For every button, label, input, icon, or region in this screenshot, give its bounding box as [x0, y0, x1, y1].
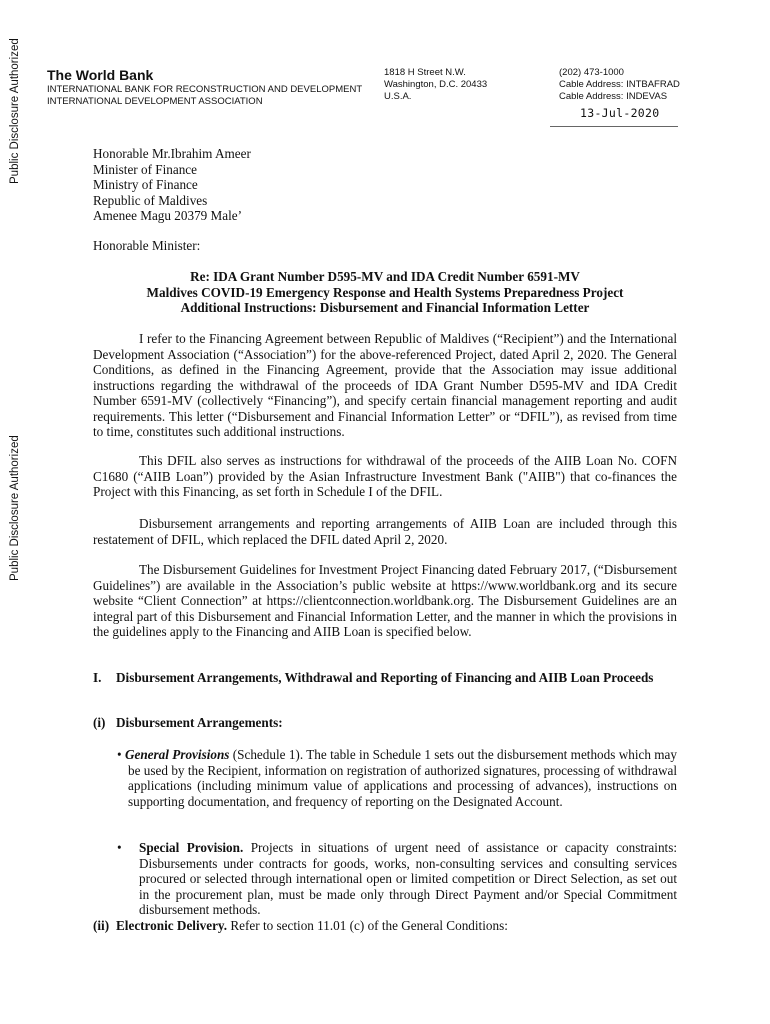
address-street: 1818 H Street N.W.: [384, 67, 466, 78]
recipient-line: Honorable Mr.Ibrahim Ameer: [93, 146, 251, 161]
paragraph-aiib-loan: This DFIL also serves as instructions for withdrawal of the proceeds of the AIIB Loan No. COFN C1680 (“AIIB Loan”) provided by the Asian Infrastructure Investment Bank ("AIIB") that co-finances the Project with this Financing, as set forth in Schedule I of the DFIL.: [93, 453, 677, 499]
disclosure-stamp-top: Public Disclosure Authorized: [9, 38, 21, 184]
cable-address-2: Cable Address: INDEVAS: [559, 91, 668, 102]
bullet-general-provisions: [117, 747, 677, 809]
salutation: Honorable Minister:: [93, 238, 201, 253]
subsection-i-heading: [93, 715, 677, 731]
address-city: Washington, D.C. 20433: [384, 79, 488, 90]
ibrd-name: INTERNATIONAL BANK FOR RECONSTRUCTION AND DEVELOPMENT: [47, 84, 363, 95]
section-number: I.: [93, 670, 102, 685]
bullet-special-provision: [117, 840, 677, 918]
letterhead-contact: [559, 67, 680, 103]
bullet-lead: General Provisions: [124, 747, 230, 762]
letterhead-org: [47, 67, 362, 108]
bullet-text: Projects in situations of urgent need of assistance or capacity constraints: Disbursements under contracts for goods, works, non-consulting services and consulting services procured or selected through international open or limited competition or Direct Selection, as set out in the procurement plan, must be made only through Direct Payment and/or Special Commitment disbursement methods.: [139, 840, 677, 917]
bullet-text: (Schedule 1). The table in Schedule 1 sets out the disbursement methods which may be used by the Recipient, information on registration of authorized signatures, processing of withdrawal applications (including minimum value of applications and processing of advances), instructions on supporting documentation, and frequency of reporting on the Designated Account.: [128, 747, 677, 809]
subject-line: Additional Instructions: Disbursement and Financial Information Letter: [180, 300, 590, 315]
bullet-lead: Special Provision.: [139, 840, 244, 855]
cable-address-1: Cable Address: INTBAFRAD: [559, 79, 680, 90]
subject-block: [93, 269, 677, 316]
subsection-text: Refer to section 11.01 (c) of the General Conditions:: [227, 918, 508, 933]
subject-line: Re: IDA Grant Number D595-MV and IDA Credit Number 6591-MV: [190, 269, 580, 284]
recipient-line: Republic of Maldives: [93, 192, 208, 208]
recipient-address: [93, 146, 677, 224]
paragraph-financing-agreement: I refer to the Financing Agreement between Republic of Maldives (“Recipient”) and the International Development Association (“Association”) for the above-referenced Project, dated April 2, 2020. The General Conditions, as defined in the Financing Agreement, provide that the Association may issue additional instructions regarding the withdrawal of the proceeds of IDA Grant Number D595-MV and IDA Credit Number 6591-MV (collectively “Financing”), and specify certain financial management reporting and audit requirements. This letter (“Disbursement and Financial Information Letter” or “DFIL”), as revised from time to time, constitutes such additional instructions.: [93, 331, 677, 439]
bullet-icon: •: [117, 747, 122, 762]
recipient-line: Ministry of Finance: [93, 177, 198, 192]
subsection-number: (ii): [93, 918, 110, 933]
bullet-icon: •: [117, 840, 122, 855]
disclosure-stamp-middle: Public Disclosure Authorized: [9, 435, 21, 581]
letterhead-address: [384, 67, 487, 103]
recipient-line: Minister of Finance: [93, 161, 198, 177]
section-title: Disbursement Arrangements, Withdrawal and Reporting of Financing and AIIB Loan Proceeds: [116, 670, 654, 685]
letter-date: 13-Jul-2020: [580, 106, 660, 120]
subject-line: Maldives COVID-19 Emergency Response and Health Systems Preparedness Project: [146, 284, 624, 300]
phone-number: (202) 473-1000: [559, 67, 624, 78]
date-underline: [550, 126, 678, 127]
section-1-heading: [93, 670, 677, 686]
address-country: U.S.A.: [384, 91, 412, 102]
subsection-number: (i): [93, 715, 106, 730]
subsection-title: Disbursement Arrangements:: [116, 715, 283, 730]
paragraph-restatement: Disbursement arrangements and reporting arrangements of AIIB Loan are included through this restatement of DFIL, which replaced the DFIL dated April 2, 2020.: [93, 516, 677, 547]
ida-name: INTERNATIONAL DEVELOPMENT ASSOCIATION: [47, 96, 263, 107]
paragraph-disbursement-guidelines: The Disbursement Guidelines for Investment Project Financing dated February 2017, (“Disbursement Guidelines”) are available in the Association’s public website at https://www.worldbank.org and its secure website “Client Connection” at https://clientconnection.worldbank.org. The Disbursement Guidelines are an integral part of this Disbursement and Financial Information Letter, and the manner in which the provisions in the guidelines apply to the Financing and AIIB Loan is specified below.: [93, 562, 677, 639]
recipient-line: Amenee Magu 20379 Male’: [93, 208, 243, 223]
subsection-ii: [93, 918, 677, 934]
subsection-title: Electronic Delivery.: [116, 918, 228, 933]
world-bank-title: The World Bank: [47, 67, 154, 83]
